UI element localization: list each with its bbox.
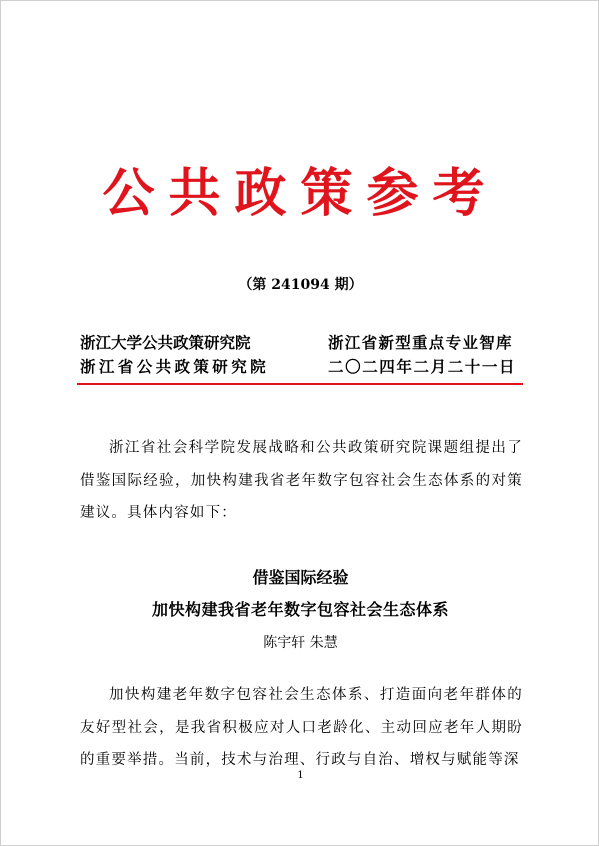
article-title-line2: 加快构建我省老年数字包容社会生态体系 xyxy=(151,600,449,619)
masthead-title: 公共政策参考 xyxy=(102,164,499,224)
body-paragraph: 加快构建老年数字包容社会生态体系、打造面向老年群体的友好型社会，是我省积极应对人口老龄化、主动回应老年人期盼的重要举措。当前，技术与治理、行政与自治、增权与赋能等深 xyxy=(80,687,523,768)
org-left-line2: 浙江省公共政策研究院 xyxy=(80,357,270,376)
org-left-line1: 浙江大学公共政策研究院 xyxy=(80,333,251,352)
intro-paragraph: 浙江省社会科学院发展战略和公共政策研究院课题组提出了借鉴国际经验，加快构建我省老年数字包容社会生态体系的对策建议。具体内容如下： xyxy=(80,440,523,521)
org-right-line1: 浙江省新型重点专业智库 xyxy=(328,333,513,352)
article-authors: 陈宇轩 朱慧 xyxy=(263,635,338,651)
page-number: 1 xyxy=(297,770,304,781)
publication-date: 二〇二四年二月二十一日 xyxy=(328,357,517,376)
article-title-line1: 借鉴国际经验 xyxy=(252,568,349,587)
header-divider xyxy=(77,383,523,385)
issue-number: （第 241094 期） xyxy=(238,277,363,293)
